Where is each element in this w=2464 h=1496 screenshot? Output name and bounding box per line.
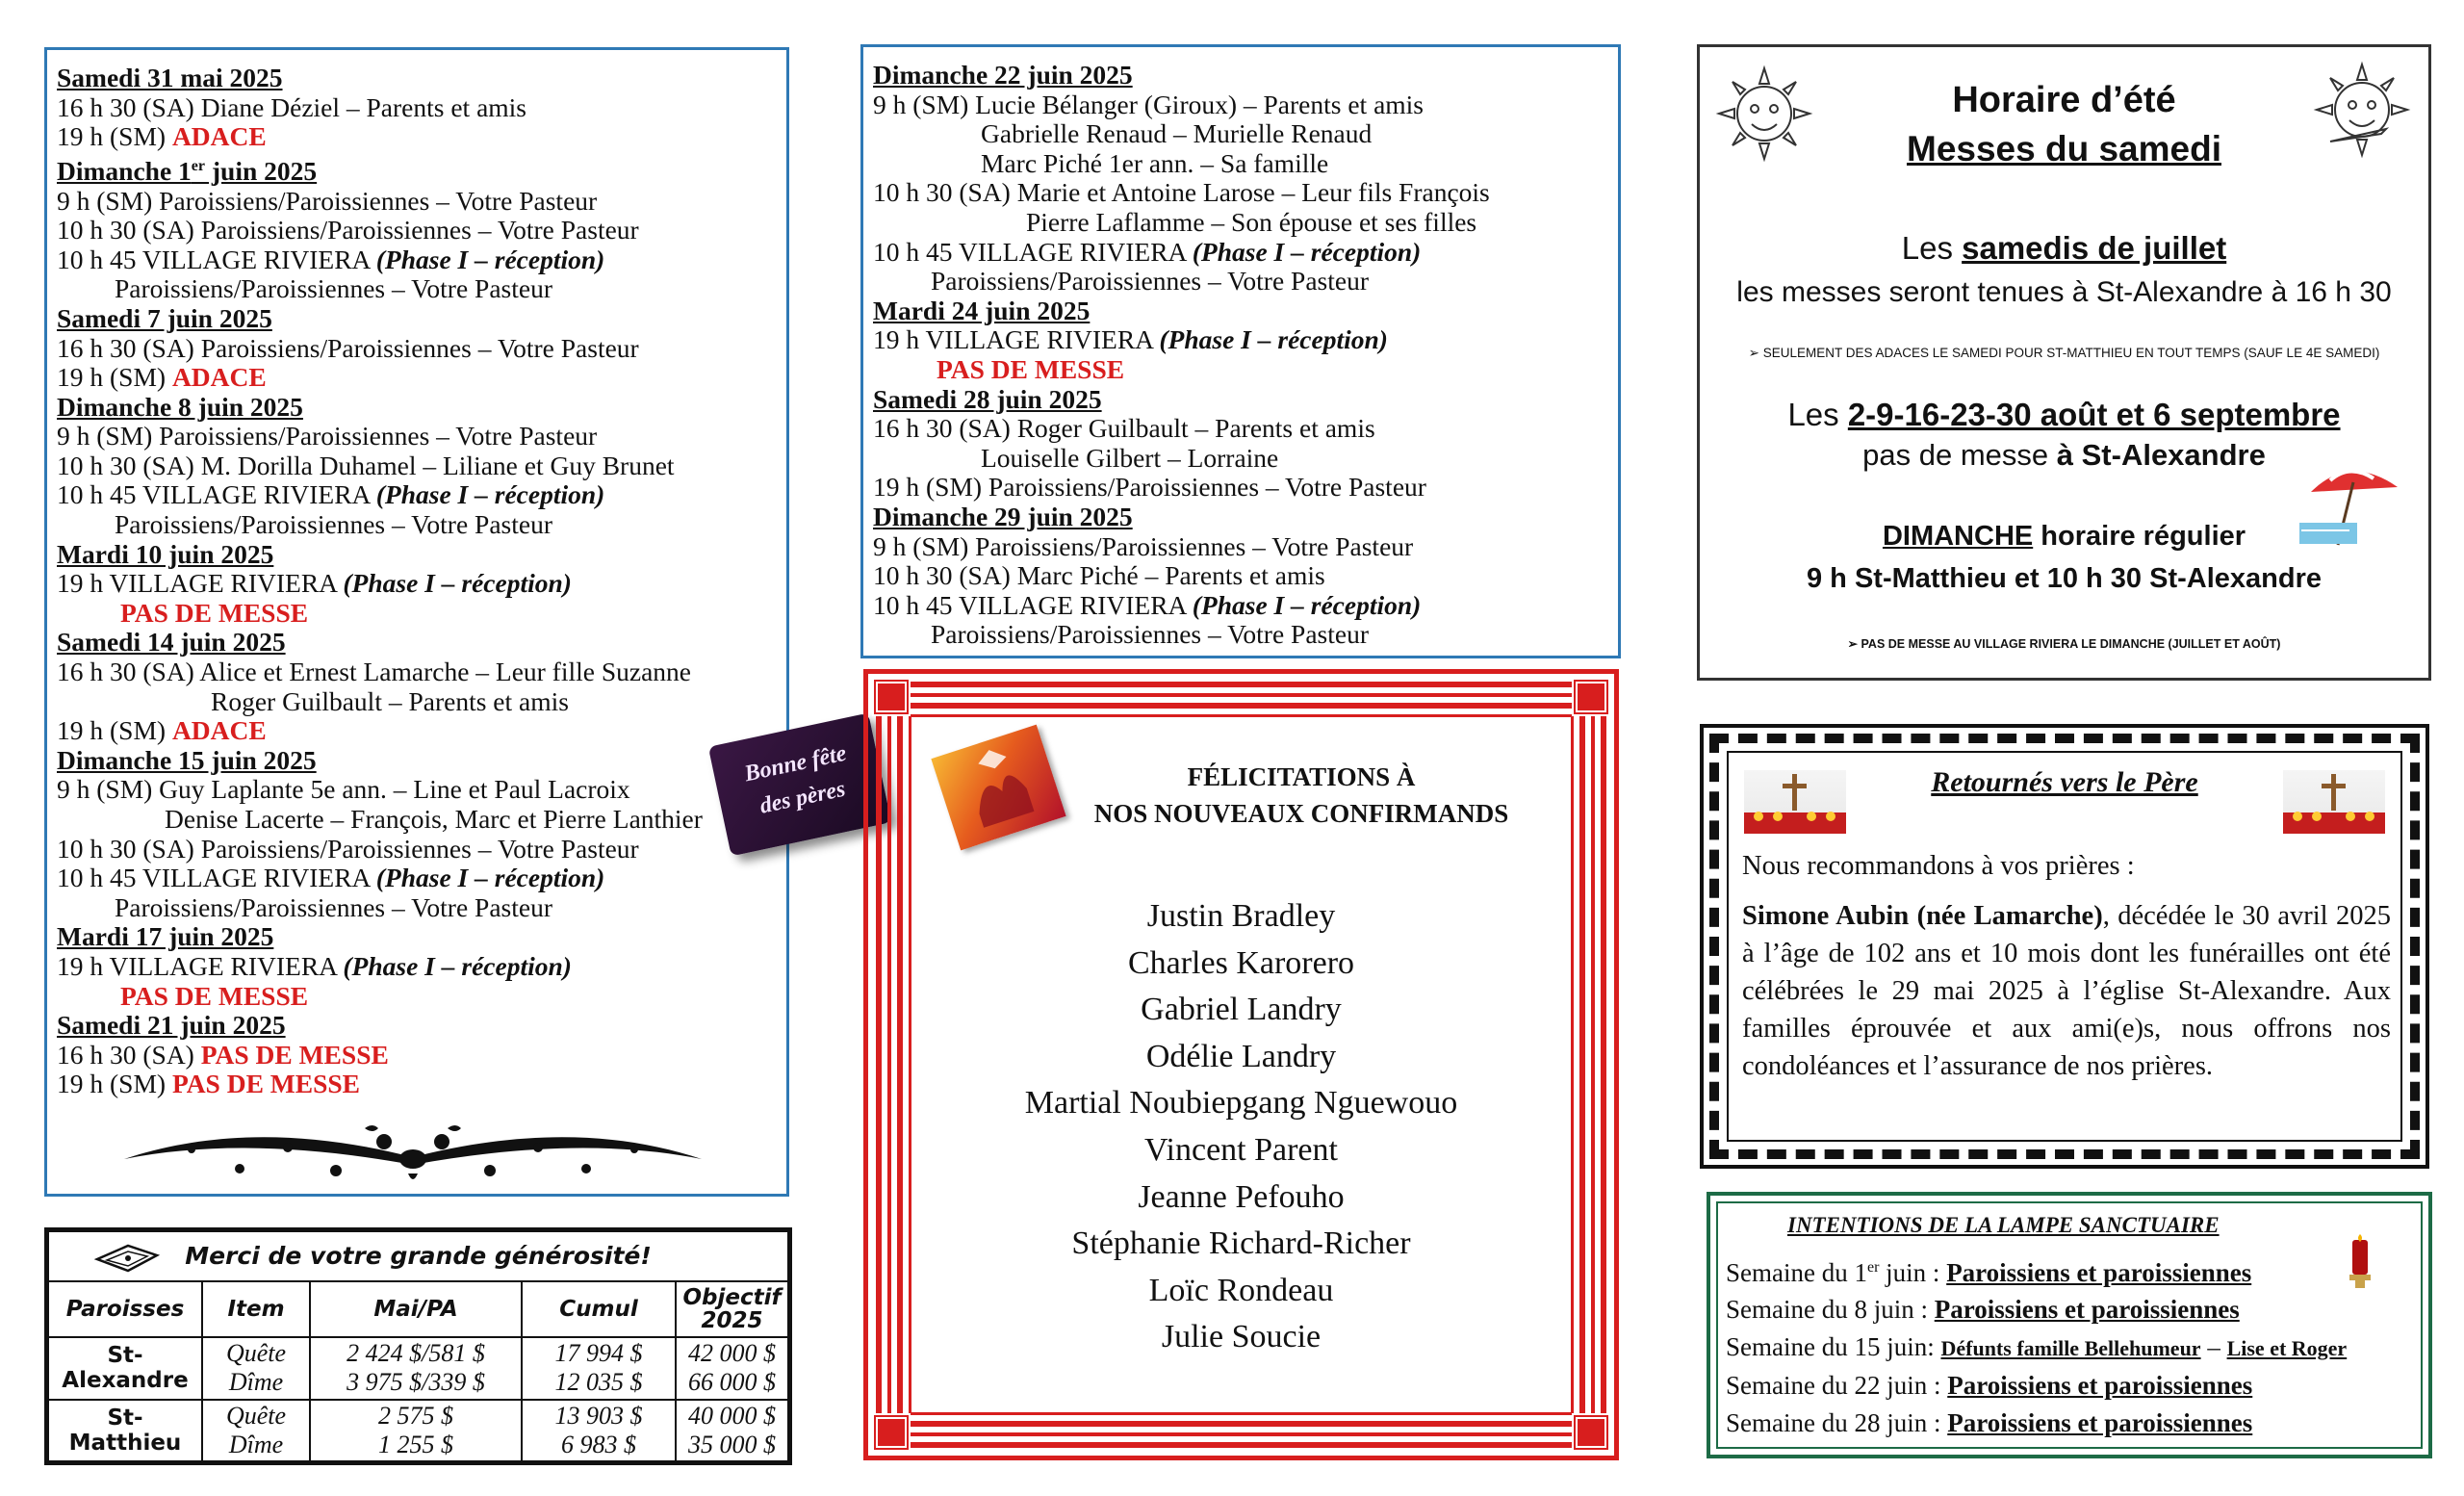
entry-text: 10 h 45 VILLAGE RIVIERA <box>57 863 376 893</box>
lamp-week: Semaine du 22 juin : <box>1726 1371 1948 1401</box>
lamp-intention-row <box>1726 1367 2347 1404</box>
schedule-day-heading: Samedi 14 juin 2025 <box>57 627 286 658</box>
schedule-day-heading: Samedi 28 juin 2025 <box>873 383 1102 414</box>
schedule-entry: 16 h 30 (SA) Paroissiens/Paroissiennes – Votre Pasteur <box>57 332 639 363</box>
summer-note1: ➢ SEULEMENT DES ADACES LE SAMEDI POUR ST-MATTHIEU EN TOUT TEMPS (SAUF LE 4E SAMEDI) <box>1748 346 2380 360</box>
schedule-entry: 19 h (SM) Paroissiens/Paroissiennes – Votre Pasteur <box>873 472 1426 503</box>
goal-value: 66 000 $ <box>688 1368 776 1397</box>
parish-name: St-Alexandre <box>48 1337 202 1400</box>
month-value: 3 975 $/339 $ <box>346 1368 485 1397</box>
corner-ornament-icon <box>1572 1413 1610 1452</box>
entry-time: 19 h (SM) <box>57 121 172 152</box>
confirmand-name: Odélie Landry <box>1145 1038 1337 1074</box>
entry-time: 19 h (SM) <box>57 362 172 393</box>
confirmands-title-line1: FÉLICITATIONS À <box>1187 762 1416 791</box>
day-sup: er <box>191 157 205 174</box>
confirmand-name: Gabriel Landry <box>1141 992 1342 1028</box>
lamp-intention-row <box>1726 1328 2347 1367</box>
schedule-day-heading: Samedi 21 juin 2025 <box>57 1010 286 1041</box>
schedule-day-heading: Dimanche 29 juin 2025 <box>873 501 1133 531</box>
schedule-status: PAS DE MESSE <box>937 353 1125 384</box>
schedule-entry: 9 h (SM) Paroissiens/Paroissiennes – Votre Pasteur <box>873 530 1414 561</box>
corner-ornament-icon <box>872 1413 911 1452</box>
entry-text: 19 h VILLAGE RIVIERA <box>873 324 1160 355</box>
corner-ornament-icon <box>872 678 911 716</box>
day-text: juin 2025 <box>205 155 318 186</box>
schedule-day-heading: Mardi 10 juin 2025 <box>57 538 274 569</box>
schedule-entry <box>57 864 777 893</box>
july-line2: les messes seront tenues à St-Alexandre à 16 h 30 <box>1736 276 2392 308</box>
schedule-entry <box>873 591 1608 621</box>
donations-table <box>44 1227 792 1465</box>
schedule-day-heading: Samedi 31 mai 2025 <box>57 63 283 92</box>
confirmand-name: Julie Soucie <box>1161 1319 1322 1355</box>
entry-text: 19 h VILLAGE RIVIERA <box>57 568 344 599</box>
schedule-list-right <box>873 61 1608 650</box>
header-goal: Objectif 2025 <box>676 1281 788 1337</box>
schedule-entry-cont: Denise Lacerte – François, Marc et Pierre Lanthier <box>165 804 703 834</box>
schedule-list-left <box>57 64 777 1099</box>
schedule-entry-cont: Pierre Laflamme – Son épouse et ses filles <box>1026 206 1477 237</box>
entry-text: 10 h 45 VILLAGE RIVIERA <box>873 589 1193 620</box>
confirmand-name: Martial Noubiepgang Nguewouo <box>1024 1085 1458 1122</box>
schedule-entry <box>57 363 777 393</box>
entry-status: ADACE <box>171 121 267 152</box>
schedule-day-heading: Dimanche 8 juin 2025 <box>57 391 303 422</box>
donations-title: Merci de votre grande générosité! <box>185 1242 652 1270</box>
lamp-sep: – <box>2200 1331 2227 1361</box>
deceased-intro: Nous recommandons à vos prières : <box>1742 851 2135 881</box>
schedule-entry: 10 h 30 (SA) Marc Piché – Parents et amis <box>873 560 1325 591</box>
sunday-line2: 9 h St-Matthieu et 10 h 30 St-Alexandre <box>1806 563 2322 594</box>
deceased-text: Simone Aubin (née Lamarche), décédée le 30 avril 2025 à l’âge de 102 ans et 10 mois dont les funérailles ont été célébrées le 29 mai 2025 à l’église St-Alexandre. Aux familles éprouvée et aux ami(e)s, nous offrons nos condoléances et l’assurance de nos prières. <box>1742 901 2391 1081</box>
entry-note: (Phase I – réception) <box>375 244 605 274</box>
august-line1: Les 2-9-16-23-30 août et 6 septembre <box>1787 397 2341 432</box>
table-row <box>48 1337 788 1400</box>
entry-status: PAS DE MESSE <box>171 1069 361 1099</box>
confirmand-name: Vincent Parent <box>1144 1131 1338 1168</box>
confirmands-box <box>863 669 1619 1460</box>
header-item: Item <box>202 1281 310 1337</box>
schedule-entry: 10 h 30 (SA) Marie et Antoine Larose – Leur fils François <box>873 177 1490 208</box>
lamp-intention: Paroissiens et paroissiennes <box>1946 1258 2252 1287</box>
summer-subtitle: Messes du samedi <box>1907 129 2221 168</box>
sanctuary-lamp-icon <box>2346 1234 2374 1292</box>
lamp-intention: Paroissiens et paroissiennes <box>1947 1407 2253 1437</box>
lamp-intention-row <box>1726 1250 2347 1291</box>
schedule-box-left <box>44 47 789 1197</box>
lamp-intentions-box <box>1707 1192 2432 1458</box>
lamp-week: Semaine du 15 juin: <box>1726 1331 1941 1361</box>
deceased-title: Retournés vers le Père <box>1931 766 2198 798</box>
entry-time: 19 h (SM) <box>57 1069 172 1099</box>
entry-text: 10 h 45 VILLAGE RIVIERA <box>873 236 1193 267</box>
item-label: Quête <box>225 1401 287 1430</box>
schedule-entry: 10 h 30 (SA) Paroissiens/Paroissiennes – Votre Pasteur <box>57 215 639 245</box>
entry-note: (Phase I – réception) <box>343 568 572 599</box>
fathers-day-line2: des pères <box>757 776 848 819</box>
entry-time: 16 h 30 (SA) <box>57 1039 201 1070</box>
floral-ornament-icon <box>95 1121 731 1188</box>
entry-status: ADACE <box>171 362 267 393</box>
confirmands-title-line2: NOS NOUVEAUX CONFIRMANDS <box>1093 799 1509 828</box>
schedule-entry: 16 h 30 (SA) Diane Déziel – Parents et amis <box>57 91 527 122</box>
schedule-entry-cont: Roger Guilbault – Parents et amis <box>211 685 569 716</box>
august-line2: pas de messe à St-Alexandre <box>1862 438 2266 472</box>
lamp-week: Semaine du 1 <box>1726 1258 1867 1287</box>
lamp-title: INTENTIONS DE LA LAMPE SANCTUAIRE <box>1787 1213 2220 1237</box>
header-cumul: Cumul <box>522 1281 676 1337</box>
header-month: Mai/PA <box>310 1281 522 1337</box>
summer-note2: ➢ PAS DE MESSE AU VILLAGE RIVIERA LE DIMANCHE (JUILLET ET AOÛT) <box>1847 637 2281 651</box>
entry-note: (Phase I – réception) <box>343 950 572 981</box>
schedule-entry <box>57 1070 777 1099</box>
schedule-day-heading: Mardi 17 juin 2025 <box>57 921 274 952</box>
lamp-week-sup: er <box>1866 1259 1880 1276</box>
schedule-entry: 9 h (SM) Paroissiens/Paroissiennes – Votre Pasteur <box>57 421 598 451</box>
deceased-box <box>1700 724 2429 1169</box>
schedule-entry-cont: Paroissiens/Paroissiennes – Votre Pasteur <box>931 619 1369 650</box>
schedule-entry <box>57 480 777 510</box>
schedule-entry-cont: Gabrielle Renaud – Murielle Renaud <box>981 118 1373 149</box>
confirmand-name: Justin Bradley <box>1146 898 1336 934</box>
schedule-status: PAS DE MESSE <box>120 597 309 628</box>
month-value: 2 424 $/581 $ <box>346 1339 485 1368</box>
schedule-entry <box>57 245 777 275</box>
entry-text: 10 h 45 VILLAGE RIVIERA <box>57 244 376 274</box>
header-parishes: Paroisses <box>48 1281 202 1337</box>
schedule-entry <box>57 122 777 152</box>
goal-value: 40 000 $ <box>688 1401 776 1430</box>
schedule-entry: 10 h 30 (SA) Paroissiens/Paroissiennes – Votre Pasteur <box>57 833 639 864</box>
lamp-rows <box>1726 1250 2347 1441</box>
lamp-intention-row <box>1726 1405 2347 1441</box>
entry-status: ADACE <box>171 715 267 746</box>
sunday-line1: DIMANCHE horaire régulier <box>1882 521 2246 552</box>
entry-text: 19 h VILLAGE RIVIERA <box>57 950 344 981</box>
entry-text: 10 h 45 VILLAGE RIVIERA <box>57 479 376 510</box>
table-row <box>48 1400 788 1462</box>
cumul-value: 13 903 $ <box>554 1401 643 1430</box>
lamp-week: juin : <box>1879 1258 1947 1287</box>
entry-time: 19 h (SM) <box>57 715 172 746</box>
schedule-entry-cont: Paroissiens/Paroissiennes – Votre Pasteur <box>931 266 1369 297</box>
lamp-intention: Paroissiens et paroissiennes <box>1934 1295 2240 1325</box>
parish-name: St-Matthieu <box>48 1400 202 1462</box>
july-line1: Les samedis de juillet <box>1901 230 2227 266</box>
entry-note: (Phase I – réception) <box>375 863 605 893</box>
confirmand-name: Jeanne Pefouho <box>1138 1178 1345 1215</box>
entry-status: PAS DE MESSE <box>200 1039 389 1070</box>
schedule-entry: 9 h (SM) Guy Laplante 5e ann. – Line et Paul Lacroix <box>57 774 630 805</box>
schedule-entry <box>57 569 777 599</box>
goal-value: 35 000 $ <box>688 1430 776 1458</box>
schedule-entry <box>57 716 777 746</box>
entry-note: (Phase I – réception) <box>1192 236 1422 267</box>
cumul-value: 6 983 $ <box>561 1430 636 1458</box>
lamp-week: Semaine du 8 juin : <box>1726 1295 1935 1325</box>
schedule-box-right <box>860 44 1621 658</box>
item-label: Dîme <box>228 1368 284 1397</box>
schedule-entry: 9 h (SM) Paroissiens/Paroissiennes – Votre Pasteur <box>57 185 598 216</box>
entry-note: (Phase I – réception) <box>1159 324 1388 355</box>
confirmands-list <box>926 893 1556 1361</box>
schedule-day-heading: Mardi 24 juin 2025 <box>873 295 1091 325</box>
lamp-intention: Défunts famille Bellehumeur <box>1940 1335 2201 1360</box>
day-text: Dimanche 1 <box>57 155 192 186</box>
fathers-day-line1: Bonne fête <box>742 740 849 787</box>
money-icon <box>93 1240 161 1277</box>
cumul-value: 12 035 $ <box>554 1368 643 1397</box>
summer-schedule-box <box>1697 44 2431 681</box>
schedule-entry-cont: Paroissiens/Paroissiennes – Votre Pasteur <box>115 891 552 922</box>
schedule-entry <box>57 1041 777 1070</box>
confirmand-name: Stéphanie Richard-Richer <box>1071 1225 1411 1262</box>
lamp-intention-row <box>1726 1291 2347 1328</box>
schedule-entry <box>873 238 1608 268</box>
item-label: Quête <box>225 1339 287 1368</box>
schedule-entry-cont: Paroissiens/Paroissiennes – Votre Pasteur <box>115 273 552 304</box>
item-label: Dîme <box>228 1430 284 1458</box>
lamp-intention: Lise et Roger <box>2226 1335 2348 1360</box>
schedule-entry <box>57 952 777 982</box>
schedule-entry: 10 h 30 (SA) M. Dorilla Duhamel – Liliane et Guy Brunet <box>57 450 675 480</box>
schedule-entry: 16 h 30 (SA) Roger Guilbault – Parents et amis <box>873 413 1375 444</box>
lamp-week: Semaine du 28 juin : <box>1726 1407 1948 1437</box>
corner-ornament-icon <box>1572 678 1610 716</box>
schedule-day-heading: Samedi 7 juin 2025 <box>57 302 272 333</box>
schedule-day-heading: Dimanche 22 juin 2025 <box>873 60 1133 90</box>
goal-value: 42 000 $ <box>688 1339 776 1368</box>
entry-note: (Phase I – réception) <box>1192 589 1422 620</box>
lamp-intention: Paroissiens et paroissiennes <box>1947 1371 2253 1401</box>
entry-note: (Phase I – réception) <box>375 479 605 510</box>
month-value: 2 575 $ <box>378 1401 453 1430</box>
schedule-entry-cont: Louiselle Gilbert – Lorraine <box>981 442 1279 473</box>
schedule-status: PAS DE MESSE <box>120 980 309 1011</box>
month-value: 1 255 $ <box>378 1430 453 1458</box>
cumul-value: 17 994 $ <box>554 1339 643 1368</box>
schedule-entry-cont: Marc Piché 1er ann. – Sa famille <box>981 147 1329 178</box>
confirmand-name: Loïc Rondeau <box>1148 1272 1334 1308</box>
confirmand-name: Charles Karorero <box>1127 944 1355 981</box>
schedule-entry: 9 h (SM) Lucie Bélanger (Giroux) – Parents et amis <box>873 89 1424 119</box>
schedule-entry <box>873 325 1608 355</box>
summer-title: Horaire d’été <box>1952 80 2176 120</box>
schedule-entry: 16 h 30 (SA) Alice et Ernest Lamarche – Leur fille Suzanne <box>57 657 692 687</box>
schedule-entry-cont: Paroissiens/Paroissiennes – Votre Pasteur <box>115 509 552 540</box>
schedule-day-heading: Dimanche 15 juin 2025 <box>57 744 317 775</box>
schedule-day-heading <box>57 152 777 187</box>
